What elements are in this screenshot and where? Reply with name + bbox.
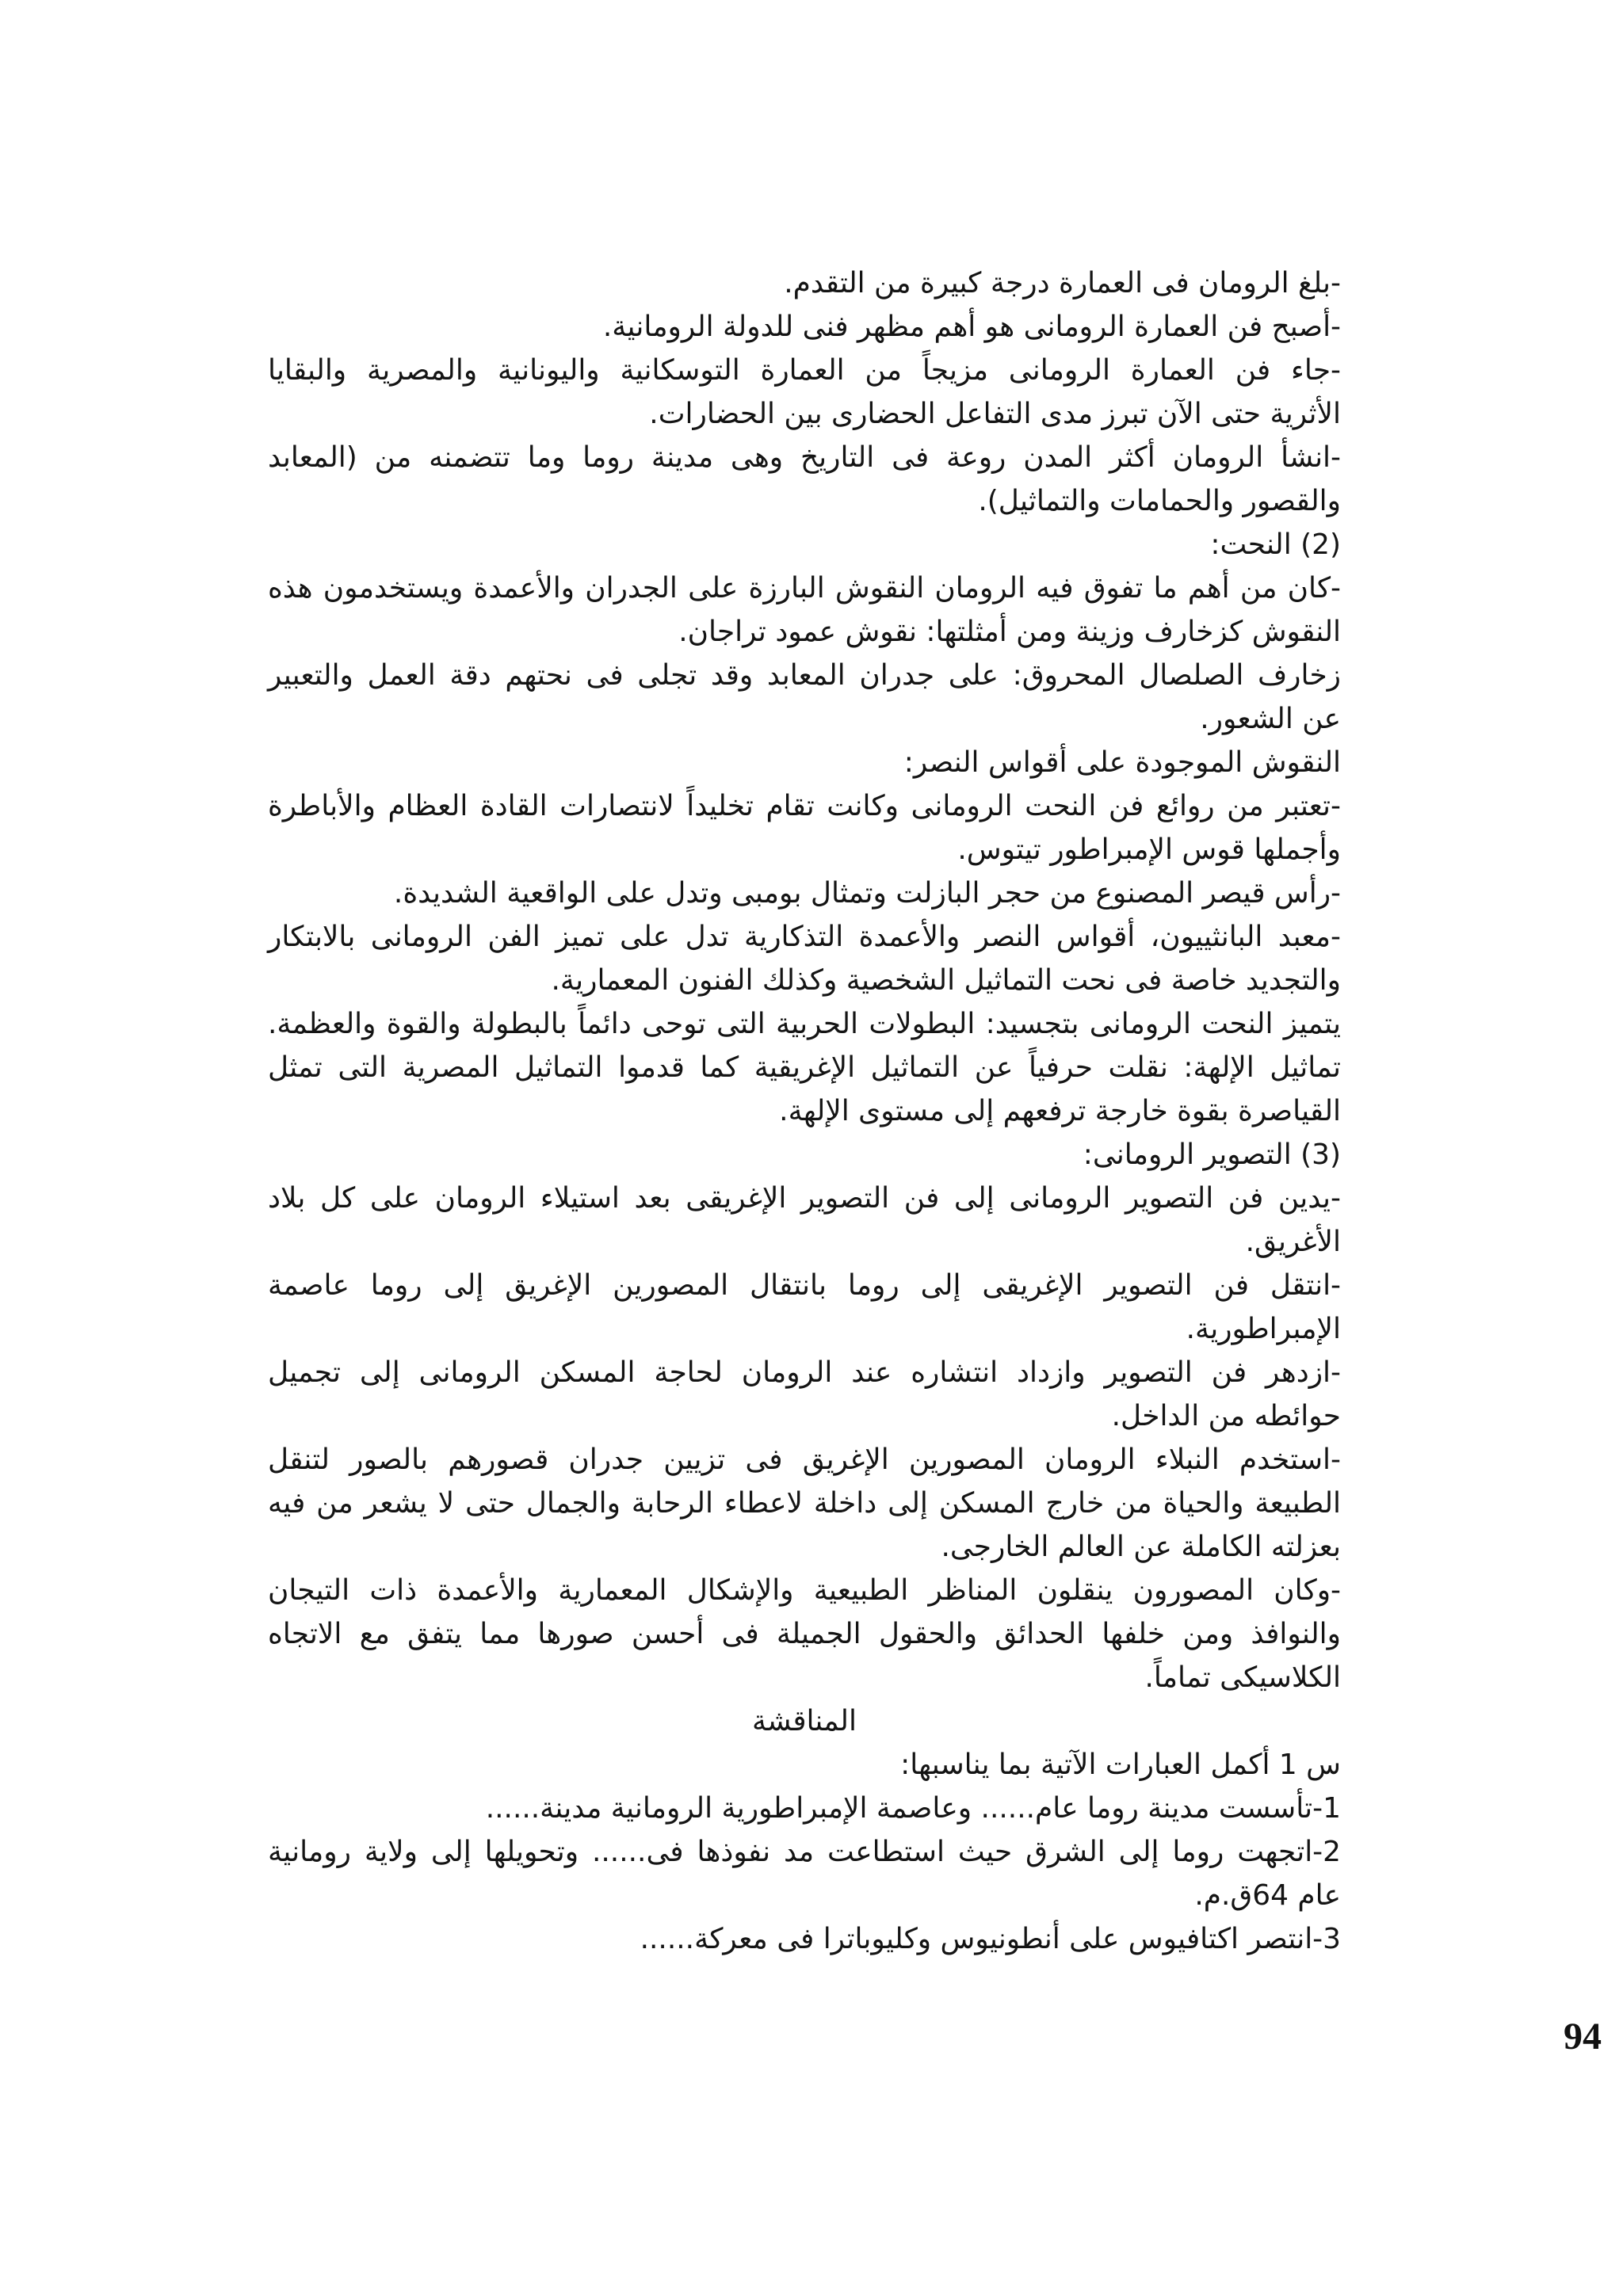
line-text: الأغريق. [1245, 1226, 1341, 1258]
line-text: -ازدهر فن التصوير وازداد انتشاره عند الرومان لحاجة المسكن الرومانى إلى تجميل [268, 1356, 1341, 1389]
body-text-line [268, 959, 1341, 1002]
line-text: الكلاسيكى تماماً. [1144, 1661, 1341, 1694]
body-text-line [268, 436, 1341, 479]
line-text: -تعتبر من روائع فن النحت الرومانى وكانت تقام تخليداً لانتصارات القادة العظام والأباطرة [268, 790, 1341, 822]
line-text: 1-تأسست مدينة روما عام...... وعاصمة الإمبراطورية الرومانية مدينة...... [485, 1792, 1341, 1825]
line-text: الأثرية حتى الآن تبرز مدى التفاعل الحضارى بين الحضارات. [649, 398, 1341, 430]
line-text: الطبيعة والحياة من خارج المسكن إلى داخلة لاعطاء الرحابة والجمال حتى لا يشعر من فيه [268, 1487, 1341, 1520]
text-block [268, 261, 1341, 1961]
line-text: س 1 أكمل العبارات الآتية بما يناسبها: [900, 1749, 1341, 1781]
line-text: 3-انتصر اكتافيوس على أنطونيوس وكليوباترا فى معركة...... [640, 1923, 1341, 1955]
body-text-line [268, 697, 1341, 741]
line-text: -معبد البانثييون، أقواس النصر والأعمدة التذكارية تدل على تميز الفن الرومانى بالابتكار [268, 921, 1341, 953]
line-text: عام 64ق.م. [1194, 1879, 1341, 1912]
body-text-line [268, 654, 1341, 697]
line-text: 2-اتجهت روما إلى الشرق حيث استطاعت مد نفوذها فى...... وتحويلها إلى ولاية رومانية [268, 1836, 1341, 1868]
question-item-line [268, 1874, 1341, 1917]
line-text: -انتقل فن التصوير الإغريقى إلى روما بانتقال المصورين الإغريق إلى روما عاصمة [268, 1269, 1341, 1302]
line-text: النقوش كزخارف وزينة ومن أمثلتها: نقوش عمود تراجان. [678, 616, 1341, 648]
line-text: والتجديد خاصة فى نحت التماثيل الشخصية وكذلك الفنون المعمارية. [551, 964, 1341, 997]
body-text-line [268, 1612, 1341, 1656]
line-text: -كان من أهم ما تفوق فيه الرومان النقوش البارزة على الجدران والأعمدة ويستخدمون هذه [268, 572, 1341, 605]
line-text: -يدين فن التصوير الرومانى إلى فن التصوير الإغريقى بعد استيلاء الرومان على كل بلاد [268, 1182, 1341, 1215]
line-text: -انشأ الرومان أكثر المدن روعة فى التاريخ وهى مدينة روما وما تتضمنه من (المعابد [268, 441, 1341, 474]
line-text: القياصرة بقوة خارجة ترفعهم إلى مستوى الإلهة. [779, 1095, 1341, 1127]
body-text-line [268, 1394, 1341, 1438]
body-text-line [268, 1482, 1341, 1525]
body-text-line [268, 1438, 1341, 1482]
body-text-line [268, 1177, 1341, 1220]
body-text-line [268, 1220, 1341, 1264]
question-item-line [268, 1830, 1341, 1874]
line-text: بعزلته الكاملة عن العالم الخارجى. [941, 1531, 1341, 1563]
line-text: وأجملها قوس الإمبراطور تيتوس. [957, 833, 1341, 866]
line-text: -جاء فن العمارة الرومانى مزيجاً من العمارة التوسكانية واليونانية والمصرية والبقايا [268, 354, 1341, 387]
page-number: 94 [1564, 2016, 1602, 2058]
subheading-triumphal-arches [268, 741, 1341, 784]
line-text: والقصور والحمامات والتماثيل). [978, 485, 1341, 517]
line-text: -وكان المصورون ينقلون المناظر الطبيعية والإشكال المعمارية والأعمدة ذات التيجان [268, 1574, 1341, 1607]
body-text-line [268, 784, 1341, 828]
body-text-line [268, 1569, 1341, 1612]
line-text: والنوافذ ومن خلفها الحدائق والحقول الجميلة فى أحسن صورها مما يتفق مع الاتجاه [268, 1618, 1341, 1650]
section-heading-sculpture [268, 523, 1341, 566]
body-text-line [268, 828, 1341, 871]
line-text: -رأس قيصر المصنوع من حجر البازلت وتمثال بومبى وتدل على الواقعية الشديدة. [393, 877, 1341, 910]
body-text-line [268, 1307, 1341, 1351]
question-item-line [268, 1917, 1341, 1961]
body-text-line [268, 392, 1341, 436]
line-text: حوائطه من الداخل. [1111, 1400, 1341, 1432]
body-text-line [268, 1351, 1341, 1394]
body-text-line [268, 610, 1341, 654]
body-text-line [268, 915, 1341, 959]
body-text-line [268, 1264, 1341, 1307]
body-text-line [268, 1089, 1341, 1133]
line-text: زخارف الصلصال المحروق: على جدران المعابد وقد تجلى فى نحتهم دقة العمل والتعبير [268, 659, 1341, 692]
body-text-line [268, 1046, 1341, 1089]
body-text-line [268, 1525, 1341, 1569]
line-text: تماثيل الإلهة: نقلت حرفياً عن التماثيل الإغريقية كما قدموا التماثيل المصرية التى تمثل [268, 1051, 1341, 1084]
discussion-heading [268, 1699, 1341, 1743]
body-text-line [268, 871, 1341, 915]
body-text-line [268, 1002, 1341, 1046]
body-text-line [268, 261, 1341, 305]
line-text: النقوش الموجودة على أقواس النصر: [903, 746, 1341, 779]
body-text-line [268, 349, 1341, 392]
line-text: -أصبح فن العمارة الرومانى هو أهم مظهر فنى للدولة الرومانية. [602, 311, 1341, 343]
body-text-line [268, 479, 1341, 523]
line-text: الإمبراطورية. [1186, 1313, 1341, 1345]
section-heading-painting [268, 1133, 1341, 1177]
line-text: (3) التصوير الرومانى: [1083, 1138, 1341, 1171]
body-text-line [268, 566, 1341, 610]
body-text-line [268, 305, 1341, 349]
line-text: يتميز النحت الرومانى بتجسيد: البطولات الحربية التى توحى دائماً بالبطولة والقوة والعظمة. [268, 1008, 1341, 1040]
line-text: (2) النحت: [1210, 528, 1341, 561]
line-text: -استخدم النبلاء الرومان المصورين الإغريق فى تزيين جدران قصورهم بالصور لتنقل [268, 1444, 1341, 1476]
line-text: عن الشعور. [1200, 703, 1341, 735]
question-prompt [268, 1743, 1341, 1787]
line-text: -بلغ الرومان فى العمارة درجة كبيرة من التقدم. [784, 267, 1341, 299]
question-item-line [268, 1787, 1341, 1830]
body-text-line [268, 1656, 1341, 1699]
line-text: المناقشة [752, 1705, 857, 1737]
